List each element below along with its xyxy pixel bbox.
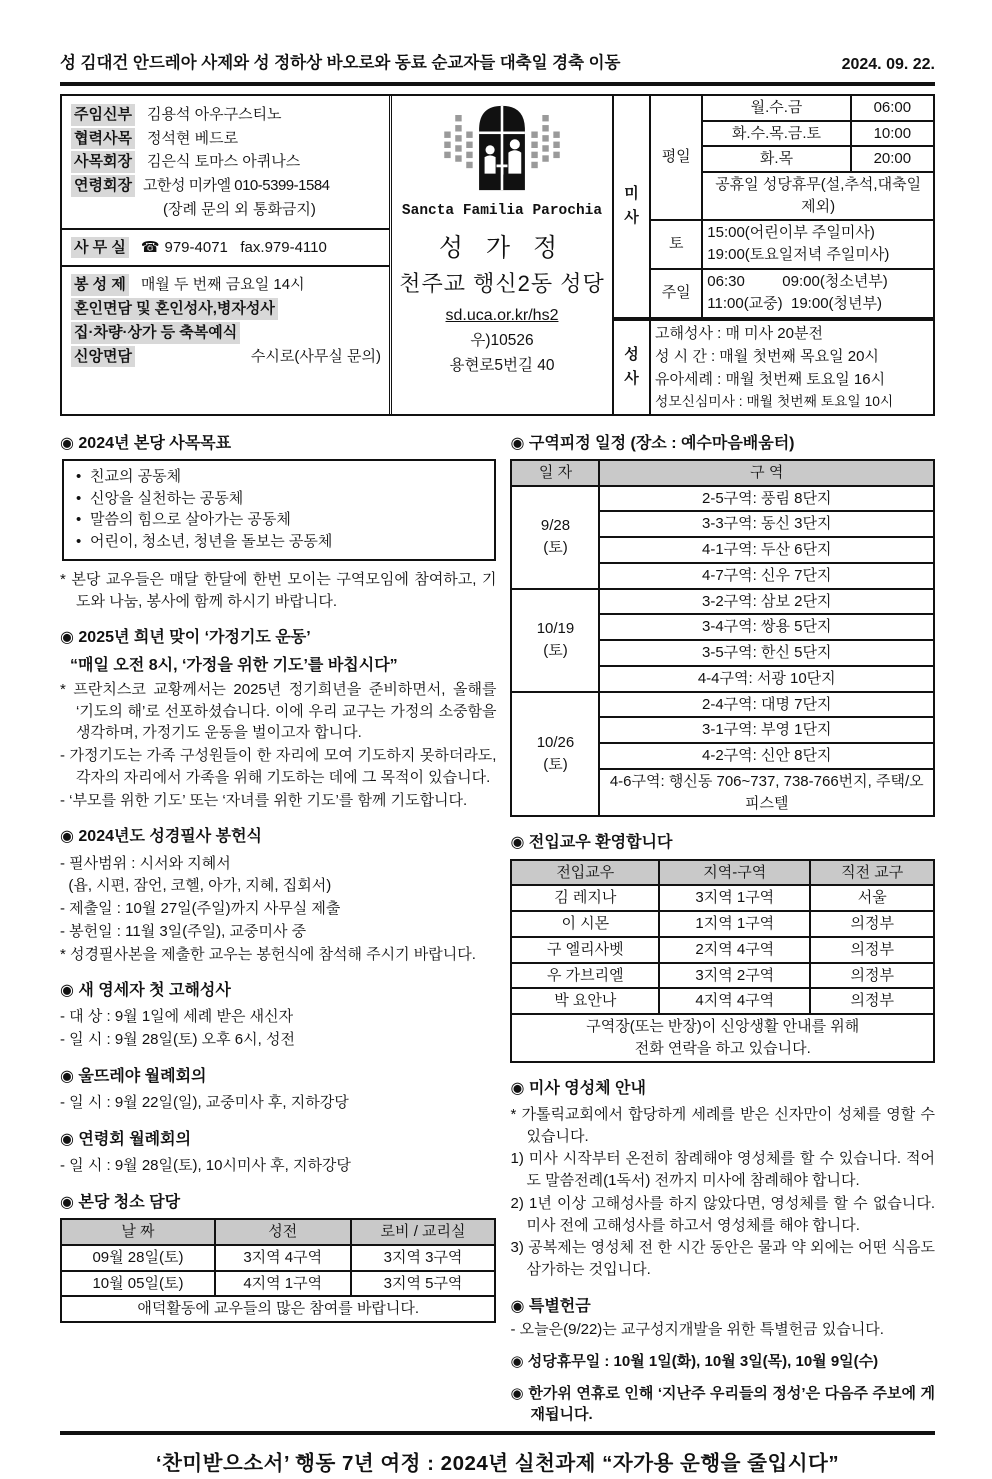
- goal-item: • 말씀의 힘으로 살아가는 공동체: [76, 509, 486, 531]
- column-header: 전입교우: [511, 860, 659, 886]
- table-row: [511, 988, 934, 1014]
- bongseongche-label: 봉 성 제: [71, 274, 129, 296]
- column-header: 성전: [215, 1219, 351, 1245]
- contact-value: 김은식 토마스 아퀴나스: [146, 153, 301, 171]
- sacrament-line: 성모신심미사 : 매월 첫번째 토요일 10시: [655, 394, 894, 410]
- column-header: 날 짜: [61, 1219, 215, 1245]
- contact-label: 사목회장: [71, 151, 135, 173]
- parish-name-ko: 성 가 정: [438, 233, 566, 262]
- cell: 09월 28일(토): [61, 1245, 215, 1271]
- section-chuseok-note: ◉ 한가위 연휴로 인해 ‘지난주 우리들의 정성’은 다음주 주보에 게재됩니다.: [510, 1384, 935, 1424]
- cell: 3지역 3구역: [351, 1245, 496, 1271]
- region: 4-6구역: 행신동 706~737, 738-766번지, 주택/오피스텔: [599, 769, 934, 817]
- section-closed-days: ◉ 성당휴무일 : 10월 1일(화), 10월 3일(목), 10월 9일(수): [510, 1352, 879, 1370]
- day: (토): [543, 642, 568, 660]
- line: - 대 상 : 9월 1일에 세례 받은 새신자: [60, 1008, 294, 1026]
- cell: 서울: [810, 885, 934, 911]
- goal-item: • 친교의 공동체: [76, 466, 486, 488]
- faith-label: 신앙면담: [71, 346, 135, 368]
- paragraph: - 가정기도는 가족 구성원들이 한 자리에 모여 기도하지 못하더라도, 각자의 자리에서 가족을 위해 기도하는 데에 그 목적이 있습니다.: [60, 747, 501, 786]
- region: 3-4구역: 쌍용 5단지: [599, 614, 934, 640]
- section-special-offering: [510, 1295, 935, 1341]
- weekday-label: 평일: [650, 96, 702, 220]
- section-title: ◉ 미사 영성체 안내: [510, 1079, 646, 1097]
- table-row: [511, 885, 934, 911]
- paragraph: 3) 공복제는 영성체 전 한 시간 동안은 물과 약 외에는 어떤 식음도 삼가하는 것입니다.: [510, 1239, 940, 1279]
- mass-vertical-label: 미 사: [614, 96, 650, 318]
- mass-days: 월.수.금: [702, 96, 850, 121]
- region: 4-4구역: 서광 10단지: [599, 666, 934, 692]
- line: - 일 시 : 9월 22일(일), 교중미사 후, 지하강당: [60, 1094, 349, 1112]
- cleaning-table: [60, 1218, 496, 1323]
- bongseongche-value: 매월 두 번째 금요일 14시: [140, 276, 305, 294]
- contact-row: [71, 151, 381, 173]
- marriage-label: 혼인면담 및 혼인성사,병자성사: [71, 298, 278, 320]
- section-cleaning: [60, 1191, 496, 1323]
- section-bible-copy: [60, 825, 496, 965]
- paragraph: - ‘부모를 위한 기도’ 또는 ‘자녀를 위한 기도’를 함께 기도합니다.: [60, 791, 468, 809]
- mass-days: 화.수.목.금.토: [702, 121, 850, 147]
- section-communion-guide: [510, 1077, 940, 1281]
- table-row: [511, 692, 934, 718]
- cell: 이 시몬: [511, 911, 659, 937]
- cell: 3지역 1구역: [659, 885, 810, 911]
- region: 2-4구역: 대명 7단지: [599, 692, 934, 718]
- footer-line: 구역장(또는 반장)이 신앙생활 안내를 위해: [586, 1018, 860, 1036]
- mass-schedule-table: [614, 96, 933, 319]
- section-first-confession: [60, 979, 496, 1051]
- region: 4-7구역: 신우 7단지: [599, 563, 934, 589]
- region: 4-1구역: 두산 6단지: [599, 537, 934, 563]
- cell: 2지역 4구역: [659, 937, 810, 963]
- date: 10/26: [536, 734, 575, 752]
- cell: 1지역 1구역: [659, 911, 810, 937]
- section-title: ◉ 2024년 본당 사목목표: [60, 434, 232, 452]
- table-row: [61, 1245, 495, 1271]
- section-title: ◉ 울뜨레야 월례회의: [60, 1067, 207, 1085]
- saturday-masses: [702, 220, 933, 269]
- blessing-row: [71, 322, 381, 344]
- sun-mass-2: 11:00(교중) 19:00(청년부): [707, 295, 882, 313]
- right-column: [510, 432, 940, 1427]
- section-title: ◉ 새 영세자 첫 고해성사: [60, 982, 231, 1000]
- faith-row: [71, 346, 381, 368]
- section-title: ◉ 2024년도 성경필사 봉헌식: [60, 828, 262, 846]
- contact-value: 고한성 미카엘 010-5399-1584: [142, 177, 330, 195]
- region: 3-3구역: 동신 3단지: [599, 511, 934, 537]
- schedule-panel: [614, 96, 933, 414]
- section-title: ◉ 전입교우 환영합니다: [510, 834, 673, 852]
- contact-label: 연령회장: [71, 175, 135, 197]
- day: (토): [543, 756, 568, 774]
- funeral-note: (장례 문의 외 통화금지): [163, 200, 316, 218]
- mass-days: 화.목: [702, 146, 850, 172]
- parish-zip: 우)10526: [470, 332, 534, 350]
- sunday-label: 주일: [650, 269, 702, 318]
- region: 3-5구역: 한신 5단지: [599, 640, 934, 666]
- retreat-date: [511, 589, 599, 692]
- cell: 구 엘리사벳: [511, 937, 659, 963]
- section-subtitle: “매일 오전 8시, ‘가정을 위한 기도’를 바칩시다”: [70, 656, 398, 674]
- contact-label: 협력사목: [71, 128, 135, 150]
- table-row: [511, 589, 934, 615]
- paragraph: * 프란치스코 교황께서는 2025년 정기희년을 준비하면서, 올해를 ‘기도의 해’로 선포하셨습니다. 이에 우리 교구는 가정의 소중함을 생각하며, 가정기도 운동을 벌이고자 합니다.: [60, 680, 501, 742]
- line: (욥, 시편, 잠언, 코헬, 아가, 지혜, 집회서): [60, 877, 332, 895]
- parish-address: 용현로5번길 40: [449, 357, 555, 375]
- faith-value: 수시로(사무실 문의): [250, 347, 381, 365]
- left-column: [60, 432, 501, 1427]
- contact-row: [71, 104, 381, 126]
- sunday-masses: [702, 269, 933, 318]
- cell: 우 가브리엘: [511, 963, 659, 989]
- footer-text: ‘찬미받으소서’ 행동 7년 여정 : 2024년 실천과제 “자가용 운행을 줄입시다”: [155, 1452, 840, 1476]
- section-title: ◉ 2025년 희년 맞이 ‘가정기도 운동’: [60, 629, 311, 647]
- page-date: 2024. 09. 22.: [841, 55, 935, 73]
- office-value: 979-4071 fax.979-4110: [164, 238, 327, 256]
- cell: 의정부: [810, 963, 934, 989]
- marriage-row: [71, 298, 381, 320]
- section-family-prayer: [60, 626, 501, 811]
- office-label: 사 무 실: [71, 237, 129, 259]
- contact-row: [71, 175, 381, 197]
- column-header: 직전 교구: [810, 860, 934, 886]
- saturday-label: 토: [650, 220, 702, 269]
- goals-box: [62, 459, 496, 561]
- line: - 일 시 : 9월 28일(토) 오후 6시, 성전: [60, 1031, 295, 1049]
- newcomers-table: [510, 859, 935, 1063]
- region: 2-5구역: 풍림 8단지: [599, 486, 934, 512]
- footer-line: 전화 연락을 하고 있습니다.: [634, 1039, 811, 1057]
- cell: 4지역 1구역: [215, 1271, 351, 1297]
- parish-url[interactable]: sd.uca.or.kr/hs2: [445, 306, 559, 324]
- table-row: [511, 911, 934, 937]
- table-footer: [511, 1014, 934, 1062]
- table-row: [511, 963, 934, 989]
- cell: 의정부: [810, 911, 934, 937]
- contact-row: [71, 128, 381, 150]
- section-yeonryeong: [60, 1128, 496, 1177]
- day: (토): [543, 539, 568, 557]
- line: - 봉헌일 : 11월 3일(주일), 교중미사 중: [60, 922, 307, 940]
- blessing-label: 집·차량·상가 등 축복예식: [71, 322, 240, 344]
- region: 3-2구역: 삼보 2단지: [599, 589, 934, 615]
- line: - 필사범위 : 시서와 지혜서: [60, 854, 231, 872]
- bongseongche-row: [71, 274, 381, 296]
- sacrament-line: 고해성사 : 매 미사 20분전: [655, 324, 823, 342]
- cell: 4지역 4구역: [659, 988, 810, 1014]
- contact-value: 김용석 아우구스티노: [146, 105, 282, 123]
- cell: 박 요안나: [511, 988, 659, 1014]
- section-newcomers: [510, 831, 935, 1062]
- section-region-retreat: [510, 432, 935, 818]
- date: 9/28: [540, 517, 571, 535]
- section-title: ◉ 본당 청소 담당: [60, 1193, 181, 1211]
- cell: 3지역 2구역: [659, 963, 810, 989]
- paragraph: * 가톨릭교회에서 합당하게 세례를 받은 신자만이 성체를 영할 수 있습니다.: [510, 1105, 940, 1145]
- column-header: 일 자: [511, 460, 599, 486]
- table-row: [61, 1271, 495, 1297]
- column-header: 로비 / 교리실: [351, 1219, 496, 1245]
- divider: [62, 228, 389, 230]
- footer-banner: [60, 1431, 935, 1479]
- section-title: ◉ 특별헌금: [510, 1297, 591, 1315]
- column-header: 구 역: [599, 460, 934, 486]
- mass-time: 20:00: [851, 146, 933, 172]
- line: * 성경필사본을 제출한 교우는 봉헌식에 참석해 주시기 바랍니다.: [60, 945, 476, 963]
- goal-item: • 신앙을 실천하는 공동체: [76, 488, 486, 510]
- parish-latin-name: Sancta Familia Parochia: [401, 202, 603, 219]
- section-title: ◉ 연령회 월례회의: [60, 1130, 192, 1148]
- page-title: 성 김대건 안드레아 사제와 성 정하상 바오로와 동료 순교자들 대축일 경축 이동: [60, 54, 621, 72]
- sat-mass-1: 15:00(어린이부 주일미사): [707, 223, 875, 241]
- retreat-date: [511, 692, 599, 817]
- mass-time: 10:00: [851, 121, 933, 147]
- sat-mass-2: 19:00(토요일저녁 주일미사): [707, 246, 890, 264]
- column-header: 지역-구역: [659, 860, 810, 886]
- parish-name-full: 천주교 행신2동 성당: [399, 270, 605, 296]
- sun-mass-1: 06:30 09:00(청소년부): [707, 272, 888, 290]
- cell: 3지역 5구역: [351, 1271, 496, 1297]
- section-pastoral-goals: [60, 432, 496, 613]
- line: - 오늘은(9/22)는 교구성지개발을 위한 특별헌금 있습니다.: [510, 1321, 884, 1339]
- sacrament-table: [614, 319, 933, 414]
- region: 4-2구역: 신안 8단지: [599, 743, 934, 769]
- sacrament-line: 유아세례 : 매월 첫번째 토요일 16시: [655, 371, 886, 389]
- mass-time: 06:00: [851, 96, 933, 121]
- sacrament-vertical-label: 성 사: [614, 320, 650, 414]
- contact-panel: [62, 96, 392, 414]
- retreat-date: [511, 486, 599, 589]
- header-block: [60, 94, 935, 416]
- cell: 10월 05일(토): [61, 1271, 215, 1297]
- paragraph: 2) 1년 이상 고해성사를 하지 않았다면, 영성체를 할 수 없습니다. 미사 전에 고해성사를 하고서 영성체를 해야 합니다.: [510, 1194, 940, 1234]
- office-row: [71, 237, 381, 259]
- table-row: [511, 486, 934, 512]
- parish-panel: [392, 96, 614, 414]
- table-footer: 애덕활동에 교우들의 많은 참여를 바랍니다.: [61, 1296, 495, 1322]
- line: - 제출일 : 10월 27일(주일)까지 사무실 제출: [60, 900, 341, 918]
- table-row: [511, 937, 934, 963]
- region: 3-1구역: 부영 1단지: [599, 717, 934, 743]
- holiday-note: 공휴일 성당휴무(설,추석,대축일 제외): [702, 172, 933, 220]
- divider: [62, 265, 389, 267]
- contact-label: 주임신부: [71, 104, 135, 126]
- section-ultreya: [60, 1065, 496, 1114]
- line: - 일 시 : 9월 28일(토), 10시미사 후, 지하강당: [60, 1157, 351, 1175]
- holy-family-logo-icon: [422, 104, 582, 192]
- retreat-table: [510, 459, 935, 818]
- section-title: ◉ 구역피정 일정 (장소 : 예수마음배움터): [510, 434, 795, 452]
- cell: 의정부: [810, 937, 934, 963]
- goals-note: * 본당 교우들은 매달 한달에 한번 모이는 구역모임에 참여하고, 기도와 나눔, 봉사에 함께 하시기 바랍니다.: [60, 570, 497, 610]
- cell: 김 레지나: [511, 885, 659, 911]
- date: 10/19: [536, 620, 575, 638]
- sacrament-line: 성 시 간 : 매월 첫번째 목요일 20시: [655, 347, 879, 365]
- cell: 의정부: [810, 988, 934, 1014]
- sacrament-lines: [650, 320, 933, 414]
- cell: 3지역 4구역: [215, 1245, 351, 1271]
- phone-icon: ☎: [140, 238, 160, 256]
- paragraph: 1) 미사 시작부터 온전히 참례해야 영성체를 할 수 있습니다. 적어도 말씀전례(1독서) 전까지 미사에 참례해야 합니다.: [510, 1150, 935, 1190]
- goal-item: • 어린이, 청소년, 청년을 돌보는 공동체: [76, 531, 486, 553]
- contact-value: 정석현 베드로: [146, 129, 239, 147]
- title-bar: [60, 52, 935, 86]
